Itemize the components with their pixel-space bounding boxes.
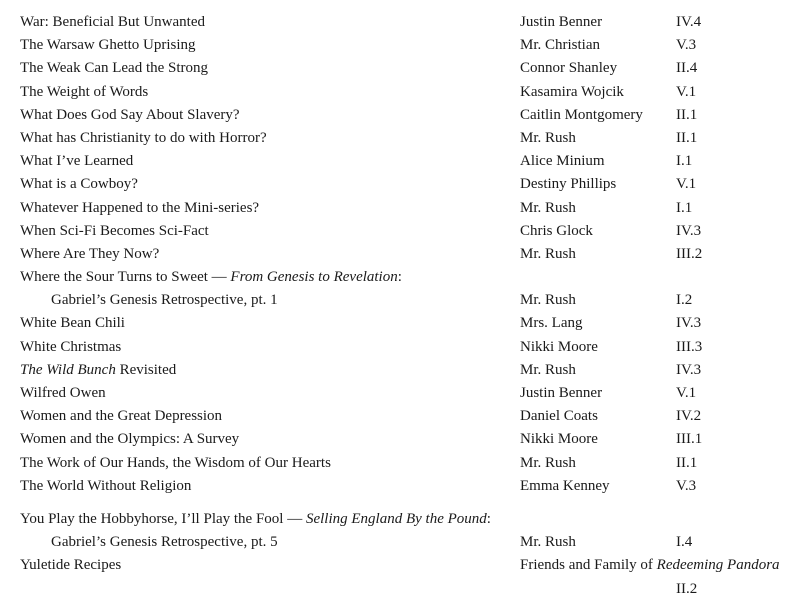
entry-title: When Sci-Fi Becomes Sci-Fact — [20, 222, 209, 239]
entry-title: What has Christianity to do with Horror? — [20, 129, 267, 146]
index-row — [0, 150, 794, 173]
entry-issue: II.1 — [676, 106, 698, 123]
entry-title-italic: The Wild Bunch — [20, 361, 116, 378]
index-row — [0, 336, 794, 359]
entry-title-end: : — [486, 510, 491, 527]
index-row — [0, 34, 794, 57]
entry-title: Whatever Happened to the Mini-series? — [20, 199, 260, 216]
entry-issue: I.2 — [676, 292, 693, 309]
entry-author: Mr. Rush — [520, 361, 576, 378]
entry-title — [20, 359, 176, 382]
entry-author: Mr. Rush — [520, 292, 576, 309]
entry-author: Daniel Coats — [520, 408, 598, 425]
entry-author — [520, 554, 780, 577]
index-row — [0, 428, 794, 451]
entry-issue: I.1 — [676, 153, 693, 170]
index-row — [0, 104, 794, 127]
index-row-issue-continuation — [0, 578, 794, 601]
entry-author: Emma Kenney — [520, 477, 610, 494]
entry-issue: I.4 — [676, 534, 693, 551]
entry-author: Destiny Phillips — [520, 176, 617, 193]
entry-author: Justin Benner — [520, 14, 603, 30]
entry-author: Nikki Moore — [520, 431, 598, 448]
entry-title: War: Beneficial But Unwanted — [20, 14, 205, 30]
entry-issue: III.1 — [676, 431, 703, 448]
index-row — [0, 405, 794, 428]
index-row — [0, 452, 794, 475]
entry-title-italic: Selling England By the Pound — [305, 510, 487, 527]
index-row — [0, 312, 794, 335]
index-row — [0, 359, 794, 382]
entry-author: Mr. Rush — [520, 245, 576, 262]
entry-issue: V.3 — [676, 37, 697, 54]
entry-issue: IV.3 — [676, 361, 702, 378]
entry-title: Yuletide Recipes — [20, 557, 122, 574]
entry-title: What I’ve Learned — [20, 153, 134, 170]
entry-title-main: You Play the Hobbyhorse, I’ll Play the Fool — — [20, 510, 306, 527]
entry-author: Chris Glock — [520, 222, 593, 239]
entry-title: Women and the Great Depression — [20, 408, 223, 425]
entry-issue: V.1 — [676, 385, 697, 401]
entry-author: Kasamira Wojcik — [520, 83, 624, 100]
entry-title-main: Where the Sour Turns to Sweet — — [20, 269, 231, 286]
entry-issue: I.1 — [676, 199, 693, 216]
index-row — [0, 531, 794, 554]
entry-issue: IV.3 — [676, 315, 702, 332]
entry-title: The World Without Religion — [20, 477, 192, 494]
entry-title-end: : — [397, 269, 402, 286]
entry-issue: IV.4 — [676, 14, 702, 30]
entry-title: The Weak Can Lead the Strong — [20, 60, 209, 77]
entry-issue: II.4 — [676, 60, 698, 77]
entry-title-rest: Revisited — [115, 361, 177, 378]
index-row-series-heading — [0, 508, 794, 531]
index-row — [0, 127, 794, 150]
entry-author: Mr. Christian — [520, 37, 601, 54]
entry-author: Justin Benner — [520, 385, 603, 401]
entry-author-italic: Redeeming Pandora — [656, 557, 780, 574]
index-row — [0, 173, 794, 196]
entry-author-main: Friends and Family of — [520, 557, 657, 574]
entry-subtitle: Gabriel’s Genesis Retrospective, pt. 5 — [51, 534, 278, 551]
entry-title — [20, 508, 491, 531]
entry-issue: V.1 — [676, 176, 697, 193]
entry-title: Wilfred Owen — [20, 385, 106, 401]
index-row — [0, 220, 794, 243]
entry-author: Mr. Rush — [520, 454, 576, 471]
entry-issue: II.1 — [676, 129, 698, 146]
index-row — [0, 382, 794, 405]
index-row-series-heading — [0, 266, 794, 289]
entry-author: Nikki Moore — [520, 338, 598, 355]
entry-author: Mr. Rush — [520, 534, 576, 551]
index-row — [0, 81, 794, 104]
index-row — [0, 11, 794, 34]
entry-issue: II.1 — [676, 454, 698, 471]
entry-author: Alice Minium — [520, 153, 605, 170]
entry-title: The Warsaw Ghetto Uprising — [20, 37, 196, 54]
entry-issue: III.2 — [676, 245, 703, 262]
entry-title: What Does God Say About Slavery? — [20, 106, 240, 123]
index-row — [0, 243, 794, 266]
entry-author: Mr. Rush — [520, 199, 576, 216]
entry-title: Where Are They Now? — [20, 245, 160, 262]
entry-issue: III.3 — [676, 338, 703, 355]
title-index — [0, 11, 794, 601]
entry-author: Connor Shanley — [520, 60, 618, 77]
entry-issue: V.1 — [676, 83, 697, 100]
entry-title: What is a Cowboy? — [20, 176, 138, 193]
entry-issue: II.2 — [676, 580, 698, 597]
entry-subtitle: Gabriel’s Genesis Retrospective, pt. 1 — [51, 292, 278, 309]
index-row — [0, 57, 794, 80]
entry-title-italic: From Genesis to Revelation — [230, 269, 398, 286]
index-row — [0, 197, 794, 220]
entry-author: Caitlin Montgomery — [520, 106, 643, 123]
entry-issue: IV.2 — [676, 408, 702, 425]
index-row — [0, 554, 794, 577]
entry-issue: V.3 — [676, 477, 697, 494]
entry-title: The Work of Our Hands, the Wisdom of Our Hearts — [20, 454, 331, 471]
entry-author: Mrs. Lang — [520, 315, 583, 332]
index-row — [0, 475, 794, 498]
entry-title — [20, 266, 402, 289]
entry-title: The Weight of Words — [20, 83, 149, 100]
entry-author: Mr. Rush — [520, 129, 576, 146]
entry-issue: IV.3 — [676, 222, 702, 239]
entry-title: White Bean Chili — [20, 315, 125, 332]
index-row — [0, 289, 794, 312]
entry-title: White Christmas — [20, 338, 122, 355]
entry-title: Women and the Olympics: A Survey — [20, 431, 240, 448]
